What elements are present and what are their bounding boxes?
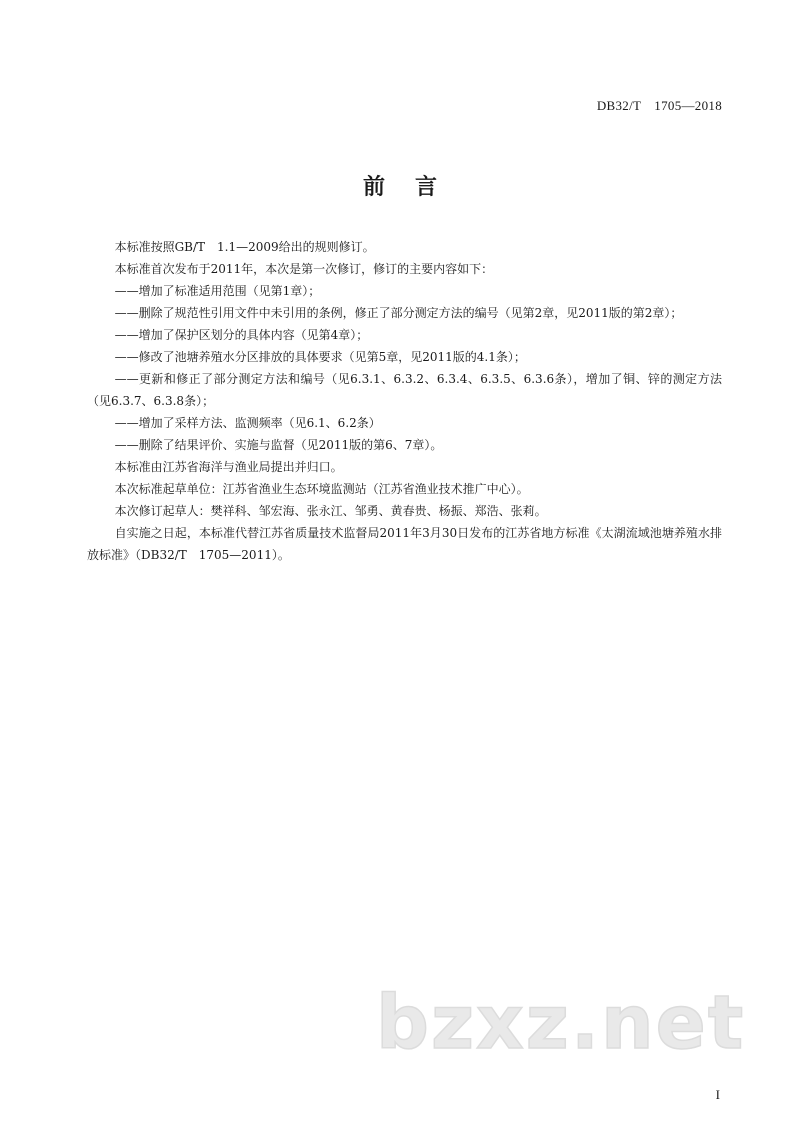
list-item: ——删除了规范性引用文件中未引用的条例，修正了部分测定方法的编号（见第2章，见2011版的第2章）； (114, 306, 683, 320)
list-item: ——增加了标准适用范围（见第1章）； (114, 284, 321, 298)
list-item: ——删除了结果评价、实施与监督（见2011版的第6、7章）。 (114, 438, 443, 452)
page-title: 前言 (362, 175, 467, 200)
paragraph: 本标准由江苏省海洋与渔业局提出并归口。 (114, 460, 343, 474)
list-item: ——修改了池塘养殖水分区排放的具体要求（见第5章，见2011版的4.1条）； (114, 350, 526, 364)
paragraph: 本标准按照GB/T 1.1—2009给出的规则修订。 (114, 240, 375, 254)
paragraph: 本标准首次发布于2011年，本次是第一次修订，修订的主要内容如下： (114, 262, 494, 276)
paragraph: 自实施之日起，本标准代替江苏省质量技术监督局2011年3月30日发布的江苏省地方标准《太湖流域池塘养殖水排放标准》（DB32/T 1705—2011）。 (87, 526, 722, 562)
document-body (87, 236, 722, 566)
page-number: I (715, 1087, 720, 1102)
list-item: ——增加了保护区划分的具体内容（见第4章）； (114, 328, 369, 342)
watermark: bzxz.net (376, 980, 746, 1066)
list-item: ——更新和修正了部分测定方法和编号（见6.3.1、6.3.2、6.3.4、6.3.5、6.3.6条），增加了铜、锌的测定方法（见6.3.7、6.3.8条）； (87, 372, 722, 408)
paragraph: 本次标准起草单位：江苏省渔业生态环境监测站（江苏省渔业技术推广中心）。 (114, 482, 529, 496)
paragraph: 本次修订起草人：樊祥科、邹宏海、张永江、邹勇、黄春贵、杨振、郑浩、张莉。 (114, 504, 547, 518)
list-item: ——增加了采样方法、监测频率（见6.1、6.2条） (114, 416, 381, 430)
document-code: DB32/T 1705—2018 (596, 98, 722, 113)
